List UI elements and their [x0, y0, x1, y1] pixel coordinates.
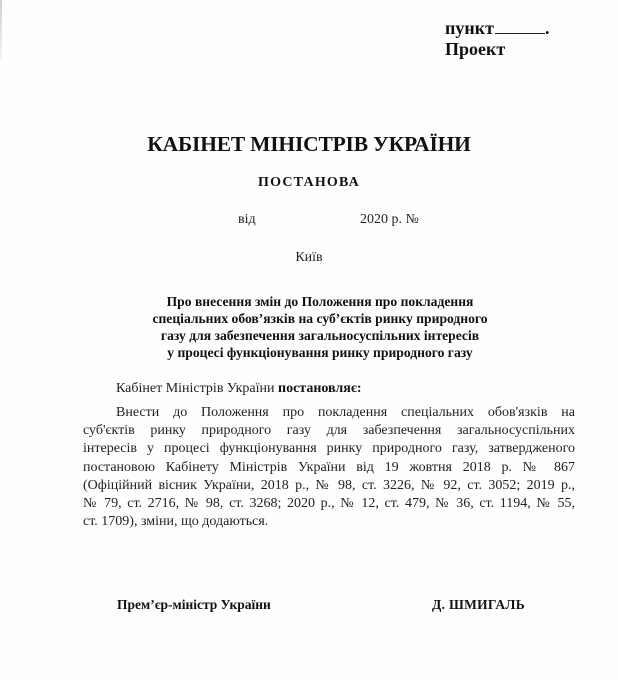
body-line: (Офіційний вісник України, 2018 р., № 98, ст. 3226, № 92, ст. 3052; 2019 р., — [83, 477, 575, 493]
date-prefix: від — [238, 212, 256, 227]
preamble-text: Кабінет Міністрів України — [116, 381, 275, 396]
document-type: ПОСТАНОВА — [258, 175, 360, 190]
date-year-number: 2020 р. № — [360, 212, 419, 227]
body-line: ст. 1709), зміни, що додаються. — [83, 514, 269, 530]
scan-edge-artifact — [0, 0, 2, 60]
body-line: постановою Кабінету Міністрів України від 19 жовтня 2018 р. № 867 — [83, 459, 575, 475]
signature-title: Прем’єр-міністр України — [117, 597, 271, 612]
body-line: суб'єктів ринку природного газу для забезпечення загальносуспільних — [83, 423, 575, 439]
project-label: Проект — [445, 39, 506, 59]
body-paragraph — [83, 404, 575, 531]
subject-line: у процесі функціонування ринку природного газу — [167, 345, 473, 360]
document-subject — [120, 293, 520, 361]
draft-stamp — [445, 18, 549, 60]
item-label: пункт — [445, 18, 494, 38]
item-number-dot: . — [544, 18, 550, 38]
signature-name: Д. ШМИГАЛЬ — [432, 597, 525, 612]
body-line: інтересів у процесі функціонування ринку природного газу, затвердженого — [83, 441, 575, 457]
item-number-blank — [495, 33, 545, 34]
body-line: № 79, ст. 2716, № 98, ст. 3268; 2020 р., № 12, ст. 479, № 36, ст. 1194, № 55, — [83, 496, 575, 512]
subject-line: спеціальних обов’язків на суб’єктів ринку природного — [152, 311, 488, 326]
organization-title: КАБІНЕТ МІНІСТРІВ УКРАЇНИ — [147, 132, 471, 156]
preamble-verb: постановляє: — [278, 381, 362, 396]
body-line: Внести до Положення про покладення спеціальних обов'язків на — [116, 405, 575, 420]
item-number-line — [445, 18, 549, 39]
subject-line: Про внесення змін до Положення про покладення — [166, 294, 474, 309]
subject-line: газу для забезпечення загальносуспільних інтересів — [160, 328, 480, 343]
city: Київ — [295, 250, 323, 265]
preamble — [116, 381, 362, 397]
